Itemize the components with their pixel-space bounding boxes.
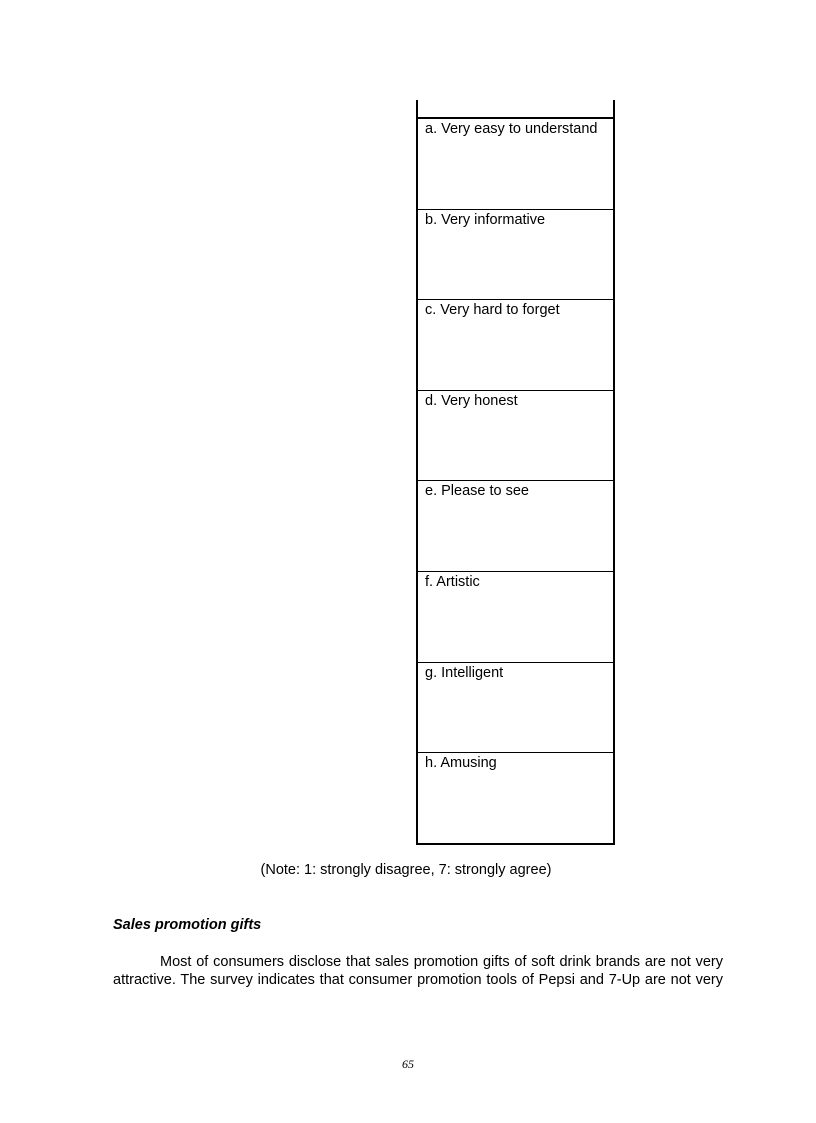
table-row xyxy=(418,481,613,572)
scale-note: (Note: 1: strongly disagree, 7: strongly agree) xyxy=(260,862,552,878)
paragraph-line: attractive. The survey indicates that consumer promotion tools of Pepsi and 7-Up are not very xyxy=(113,972,723,988)
section-heading: Sales promotion gifts xyxy=(113,917,262,933)
row-label: f. Artistic xyxy=(425,573,480,590)
page-number: 65 xyxy=(402,1057,414,1071)
table-row xyxy=(418,391,613,482)
table-row xyxy=(418,210,613,301)
row-label: e. Please to see xyxy=(425,483,529,500)
row-label: c. Very hard to forget xyxy=(425,302,560,319)
row-label: b. Very informative xyxy=(425,211,546,228)
table-row xyxy=(418,663,613,754)
table-row xyxy=(418,300,613,391)
table-row xyxy=(418,119,613,210)
paragraph-line: Most of consumers disclose that sales promotion gifts of soft drink brands are not very xyxy=(160,954,723,970)
row-label: d. Very honest xyxy=(425,392,518,409)
table-row xyxy=(418,753,613,844)
rating-table xyxy=(416,100,615,845)
table-row xyxy=(418,572,613,663)
table-top-stub xyxy=(418,100,613,119)
row-label: g. Intelligent xyxy=(425,664,504,681)
row-label: h. Amusing xyxy=(425,755,497,772)
body-paragraph xyxy=(113,953,723,989)
row-label: a. Very easy to understand xyxy=(425,121,598,137)
